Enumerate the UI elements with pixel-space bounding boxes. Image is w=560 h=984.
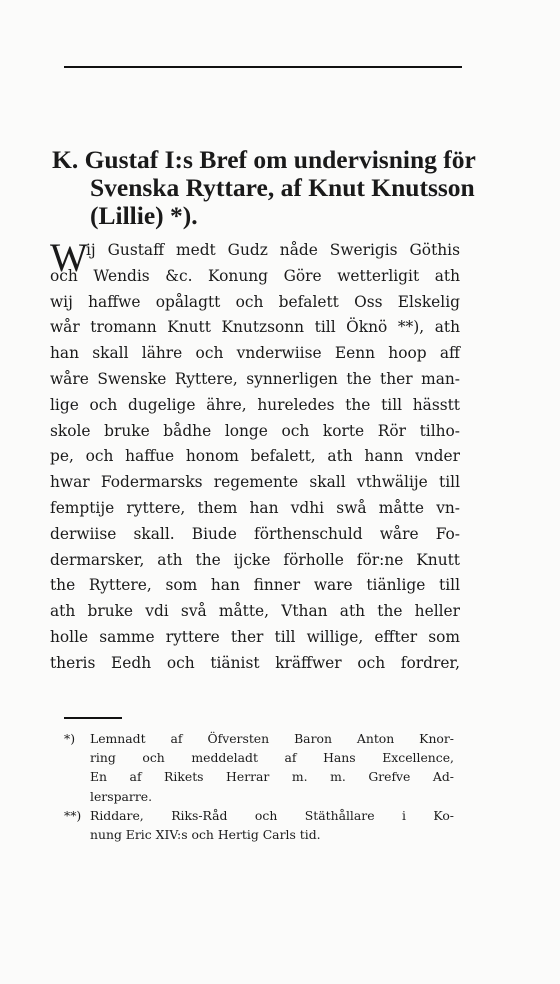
footnote: [64, 806, 454, 844]
body-line: the Ryttere, som han finner ware tiänlige till: [50, 576, 460, 595]
letter-body: [50, 235, 460, 677]
body-line: wår tromann Knutt Knutzsonn till Öknö **), ath: [50, 318, 460, 337]
footnote-line: En af Rikets Herrar m. m. Grefve Ad-: [90, 769, 454, 785]
drop-cap: W: [50, 235, 88, 280]
top-rule: [64, 66, 462, 68]
footnote-mark: *): [64, 731, 76, 746]
body-line: pe, och haffue honom befalett, ath hann vnder: [50, 447, 460, 466]
body-line: ath bruke vdi svå måtte, Vthan ath the heller: [50, 602, 460, 621]
body-line: hwar Fodermarsks regemente skall vthwälije till: [50, 473, 460, 492]
body-line: dermarsker, ath the ijcke förholle för:ne Knutt: [50, 550, 460, 569]
title-line: K. Gustaf I:s Bref om undervisning för: [52, 145, 476, 174]
footnote-line: Riddare, Riks-Råd och Stäthållare i Ko-: [90, 807, 454, 823]
body-line: lige och dugelige ähre, hureledes the till hässtt: [50, 395, 460, 414]
footnote: [64, 729, 454, 806]
footnote-rule: [64, 717, 122, 719]
footnote-line: Lemnadt af Öfversten Baron Anton Knor-: [90, 731, 454, 746]
body-line: theris Eedh och tiänist kräffwer och fordrer,: [50, 653, 460, 672]
footnotes: [64, 729, 454, 844]
footnote-line: ring och meddeladt af Hans Excellence,: [90, 750, 454, 766]
footnote-line: lersparre.: [90, 788, 153, 804]
body-line: wij haffwe opålagtt och befalett Oss Elskelig: [50, 292, 460, 311]
footnote-line: nung Eric XIV:s och Hertig Carls tid.: [90, 827, 321, 843]
title-line: (Lillie) *).: [90, 201, 198, 230]
title-line: Svenska Ryttare, af Knut Knutsson: [90, 173, 475, 202]
body-line: holle samme ryttere ther till willige, effter som: [50, 627, 460, 646]
body-line: ij Gustaff medt Gudz nåde Swerigis Göthis: [86, 241, 460, 259]
body-line: femptije ryttere, them han vdhi swå måtte vn-: [50, 498, 460, 517]
body-line: derwiise skall. Biude förthenschuld wåre Fo-: [50, 524, 460, 543]
body-line: skole bruke bådhe longe och korte Rör tilho-: [50, 421, 460, 440]
body-line: han skall lähre och vnderwiise Eenn hoop aff: [50, 344, 460, 363]
body-line: wåre Swenske Ryttere, synnerligen the ther man-: [50, 369, 460, 388]
letter-title: [52, 146, 512, 230]
footnote-mark: **): [64, 807, 82, 823]
body-line: och Wendis &c. Konung Göre wetterligit ath: [50, 266, 460, 285]
